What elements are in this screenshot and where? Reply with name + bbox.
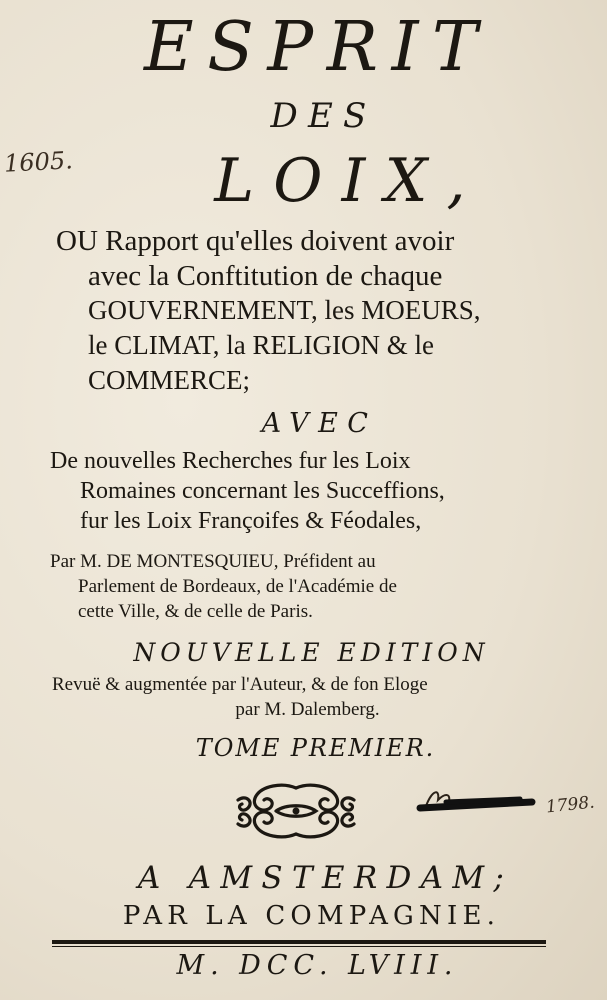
- revue-line-1: Revuë & augmentée par l'Auteur, & de fon Eloge: [52, 674, 428, 695]
- recherches-line-1: De nouvelles Recherches fur les Loix: [50, 448, 411, 474]
- subtitle-line-4: le CLIMAT, la RELIGION & le: [88, 330, 434, 360]
- handwritten-note-right: 1798.: [545, 792, 596, 818]
- author-line-3: cette Ville, & de celle de Paris.: [78, 601, 313, 622]
- handwritten-note-left: 1605.: [3, 146, 74, 178]
- recherches-line-2: Romaines concernant les Succeffions,: [80, 478, 445, 504]
- avec-heading: AVEC: [261, 408, 378, 439]
- author-line-2: Parlement de Bordeaux, de l'Académie de: [78, 576, 397, 597]
- title-loix: LOIX,: [214, 146, 485, 216]
- title-des: DES: [270, 96, 377, 136]
- imprint-city: A AMSTERDAM;: [137, 860, 514, 896]
- printer-ornament: [232, 780, 360, 842]
- edition-heading: NOUVELLE EDITION: [133, 638, 490, 667]
- imprint-rule-thick: [52, 940, 546, 944]
- recherches-line-3: fur les Loix Françoifes & Féodales,: [80, 508, 422, 534]
- title-esprit: ESPRIT: [144, 8, 491, 87]
- tome-heading: TOME PREMIER.: [195, 734, 436, 762]
- imprint-publisher: PAR LA COMPAGNIE.: [122, 901, 501, 931]
- revue-line-2: par M. Dalemberg.: [235, 699, 380, 720]
- subtitle-line-3: GOUVERNEMENT, les MOEURS,: [88, 295, 481, 325]
- subtitle-line-2: avec la Conftitution de chaque: [88, 260, 443, 292]
- ink-strikethrough: [416, 782, 536, 818]
- subtitle-line-5: COMMERCE;: [88, 365, 251, 395]
- author-line-1: Par M. DE MONTESQUIEU, Préfident au: [50, 551, 376, 572]
- imprint-rule-thin: [52, 946, 546, 947]
- imprint-year: M. DCC. LVIII.: [176, 950, 459, 981]
- subtitle-line-1: OU Rapport qu'elles doivent avoir: [56, 225, 455, 257]
